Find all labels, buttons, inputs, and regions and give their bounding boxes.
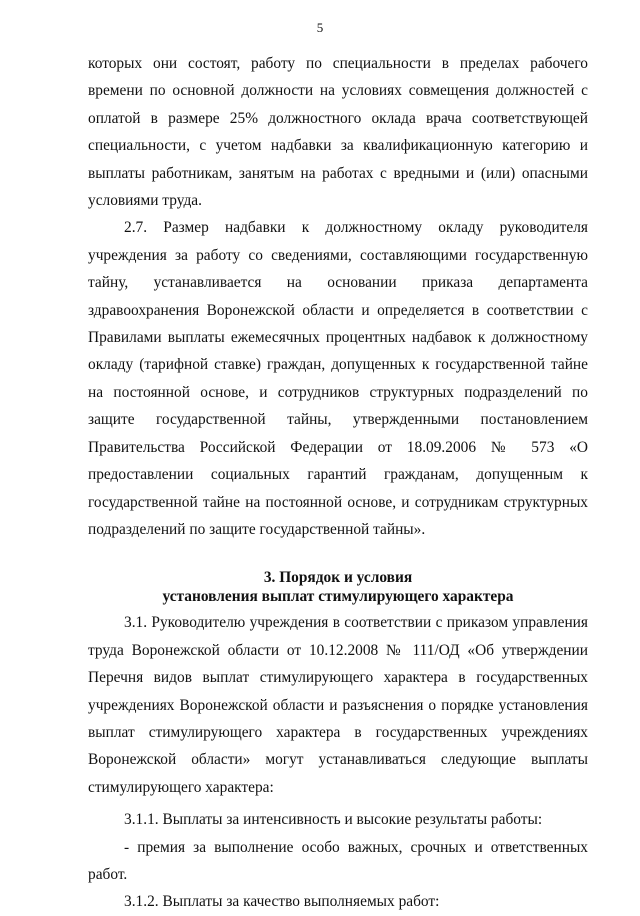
paragraph-3-1-1: 3.1.1. Выплаты за интенсивность и высокие результаты работы: bbox=[124, 811, 543, 829]
paragraph-3-1: 3.1. Руководителю учреждения в соответствии с приказом управления труда Воронежской области от 10.12.2008 № 111/ОД «Об утверждении Перечня видов выплат стимулирующего характера в государственных учреждениях Воронежской области и разъяснения о порядке установления выплат стимулирующего характера в государственных учреждениях Воронежской области» могут устанавливаться следующие выплаты стимулирующего характера: bbox=[88, 614, 588, 796]
paragraph-3-1-2: 3.1.2. Выплаты за качество выполняемых работ: bbox=[124, 893, 440, 911]
list-item-bonus: - премия за выполнение особо важных, срочных и ответственных работ. bbox=[88, 838, 588, 883]
page-number: 5 bbox=[316, 20, 324, 35]
section-heading-line-1: 3. Порядок и условия bbox=[263, 569, 413, 587]
paragraph-continuation: которых они состоят, работу по специальности в пределах рабочего времени по основной должности на условиях совмещения должностей с оплатой в размере 25% должностного оклада врача соответствующей специальности, с учетом надбавки за квалификационную категорию и выплаты работникам, занятым на работах с вредными и (или) опасными условиями труда. bbox=[88, 55, 588, 210]
paragraph-2-7: 2.7. Размер надбавки к должностному окладу руководителя учреждения за работу со сведениями, составляющими государственную тайну, устанавливается на основании приказа департамента здравоохранения Воронежской области и определяется в соответствии с Правилами выплаты ежемесячных процентных надбавок к должностному окладу (тарифной ставке) граждан, допущенных к государственной тайне на постоянной основе, и сотрудников структурных подразделений по защите государственной тайны, утвержденными постановлением Правительства Российской Федерации от 18.09.2006 № 573 «О предоставлении социальных гарантий гражданам, допущенным к государственной тайне на постоянной основе, и сотрудникам структурных подразделений по защите государственной тайны». bbox=[88, 219, 588, 538]
document-body bbox=[88, 50, 588, 916]
section-heading bbox=[88, 568, 588, 606]
section-heading-line-2: установления выплат стимулирующего характера bbox=[162, 588, 514, 606]
